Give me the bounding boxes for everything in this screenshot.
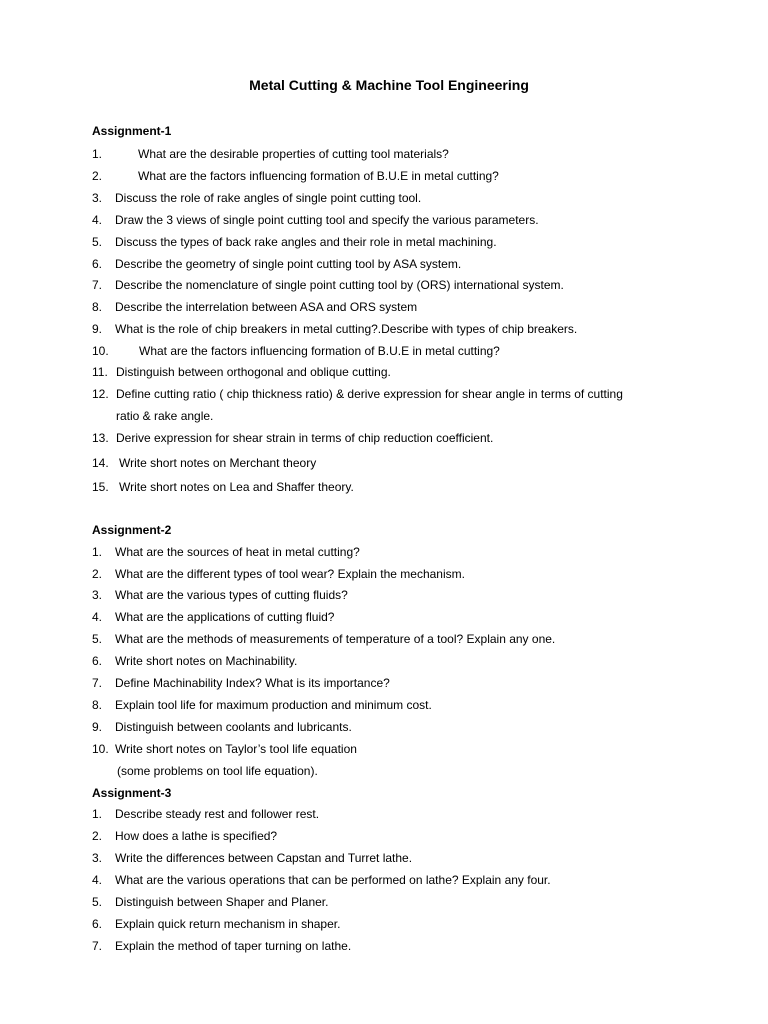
list-item-continuation: (some problems on tool life equation). [117, 764, 318, 778]
assignment-1-heading: Assignment-1 [92, 124, 172, 138]
assignment-3-heading: Assignment-3 [92, 786, 172, 800]
assignment-2-heading: Assignment-2 [92, 523, 172, 537]
document-page: Metal Cutting & Machine Tool Engineering Assignment-1 1. What are the desirable properties of cutting tool materials? 2. What are the factors influencing formation of B.U.E in metal cutting? 3. Discuss the role of rake angles of single point cutting tool. 4. Draw the 3 views of single point cutting tool and specify the various parameters. 5. Discuss the types of back rake angles and their role in metal machining. 6. Describe the geometry of single point cutting tool by ASA system. 7. Describe the nomenclature of single point cutting tool by (ORS) international system. 8. Describe the interrelation between ASA and ORS system 9. What is the role of chip breakers in metal cutting?.Describe with types of chip breakers. 10. What are the factors influencing formation of B.U.E in metal cutting? 11. Distinguish between orthogonal and oblique cutting. 12. Define cutting ratio ( chip thickness ratio) & derive expression for shear angle in terms of cutting ratio & rake angle. 13. Derive expression for shear strain in terms of chip reduction coefficient. 14. Write short notes on Merchant theory 15. Write short notes on Lea and Shaffer theory. Assignment-2 1. What are the sources of heat in metal cutting? 2. What are the different types of tool wear? Explain the mechanism. 3. What are the various types of cutting fluids? 4. What are the applications of cutting fluid? 5. What are the methods of measurements of temperature of a tool? Explain any one. 6. Write short notes on Machinability. 7. Define Machinability Index? What is its importance? 8. Explain tool life for maximum production and minimum cost. 9. Distinguish between coolants and lubricants. 10. Write short notes on Taylor’s tool life equation (some problems on tool life equation). Assignment-3 1. Describe steady rest and follower rest. 2. How does a lathe is specified? 3. Write the differences between Capstan and Turret lathe. 4. What are the various operations that can be performed on lathe? Explain any four. 5. Distinguish between Shaper and Planer. 6. Explain quick return mechanism in shaper. 7. Explain the method of taper turning on lathe. [0, 0, 768, 1024]
list-item-continuation: ratio & rake angle. [116, 409, 214, 423]
document-title: Metal Cutting & Machine Tool Engineering [249, 77, 529, 93]
